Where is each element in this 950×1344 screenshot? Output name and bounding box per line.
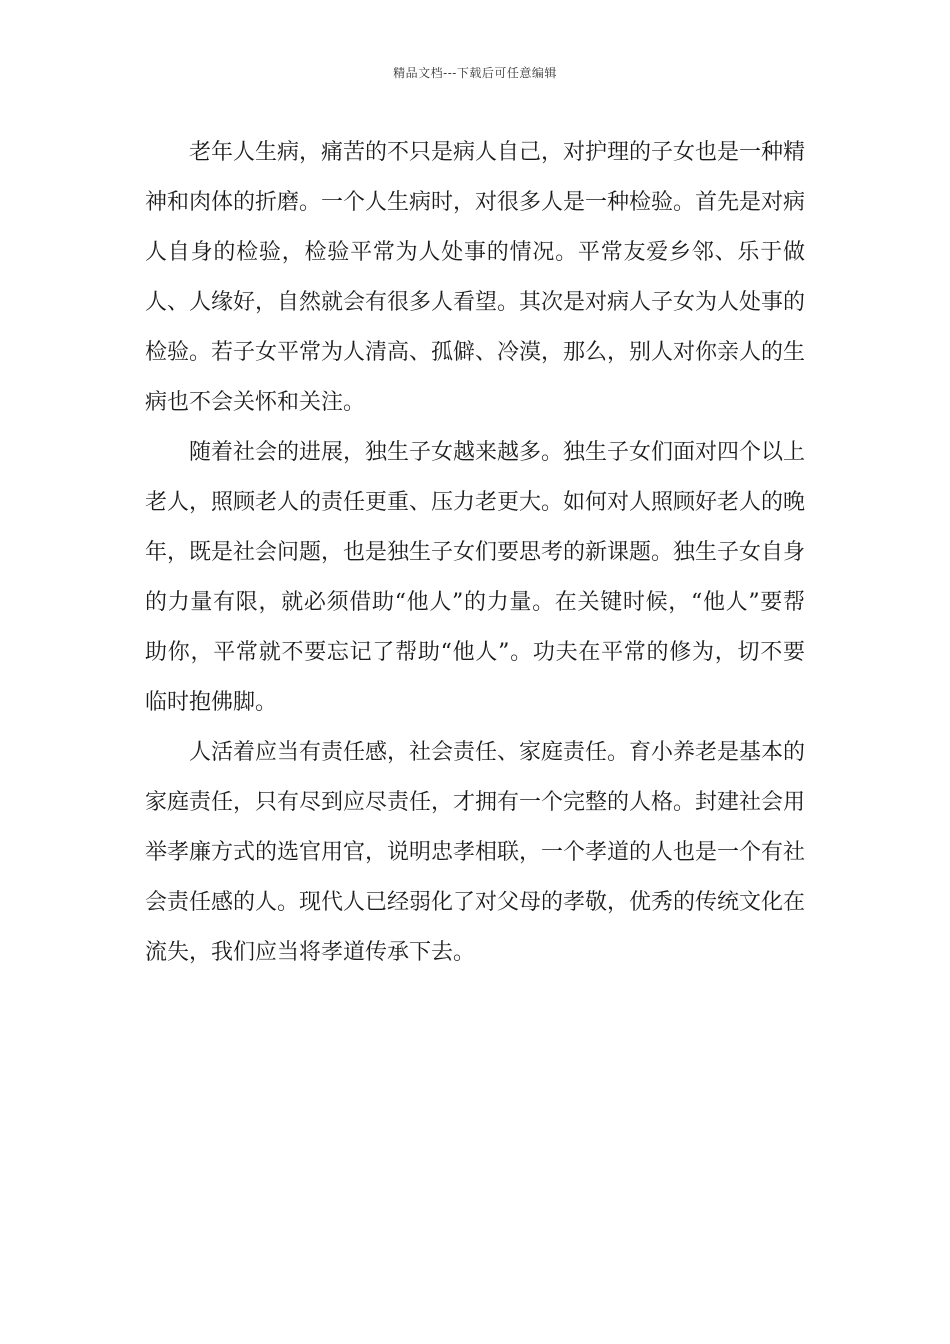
paragraph-3: 人活着应当有责任感，社会责任、家庭责任。育小养老是基本的家庭责任，只有尽到应尽责任，才拥有一个完整的人格。封建社会用举孝廉方式的选官用官，说明忠孝相联，一个孝道的人也是一个有社会责任感的人。现代人已经弱化了对父母的孝敬，优秀的传统文化在流失，我们应当将孝道传承下去。 (145, 740, 806, 965)
paragraph-1: 老年人生病，痛苦的不只是病人自己，对护理的子女也是一种精神和肉体的折磨。一个人生病时，对很多人是一种检验。首先是对病人自身的检验，检验平常为人处事的情况。平常友爱乡邻、乐于做人、人缘好，自然就会有很多人看望。其次是对病人子女为人处事的检验。若子女平常为人清高、孤僻、冷漠，那么，别人对你亲人的生病也不会关怀和关注。 (145, 140, 806, 415)
paragraph-2: 随着社会的进展，独生子女越来越多。独生子女们面对四个以上老人，照顾老人的责任更重、压力老更大。如何对人照顾好老人的晚年，既是社会问题，也是独生子女们要思考的新课题。独生子女自身的力量有限，就必须借助“他人”的力量。在关键时候，“他人”要帮助你，平常就不要忘记了帮助“他人”。功夫在平常的修为，切不要临时抱佛脚。 (145, 440, 806, 715)
page-header: 精品文档---下载后可任意编辑 (393, 66, 557, 80)
document-body (145, 128, 805, 978)
